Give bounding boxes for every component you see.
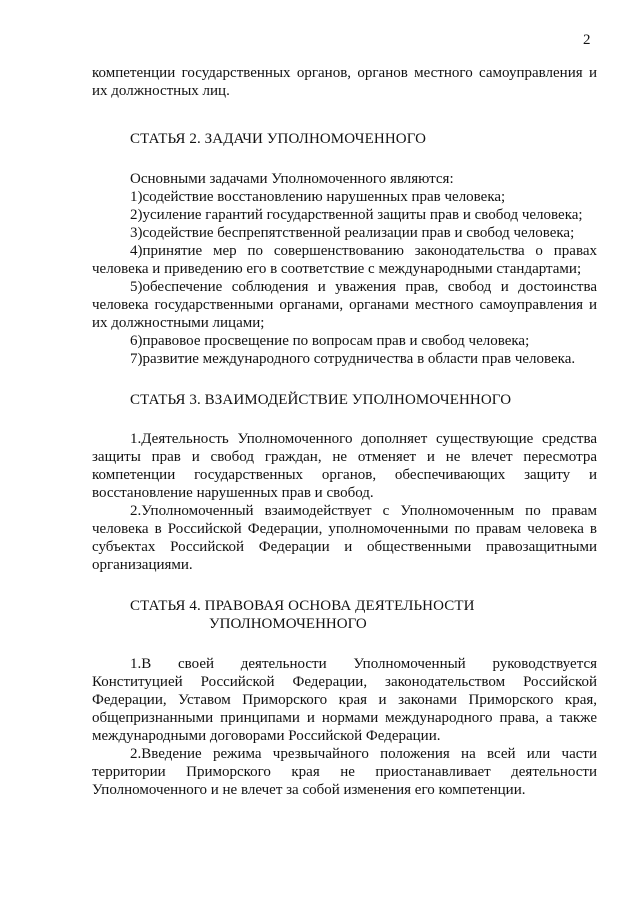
article-2-item-4: 4)принятие мер по совершенствованию законодательства о правах человека и приведению его в соответствие с международными стандартами; xyxy=(92,243,597,277)
article-4-paragraph-2: 2.Введение режима чрезвычайного положения на всей или части территории Приморского края не приостанавливает деятельности Уполномоченного и не влечет за собой изменения его компетенции. xyxy=(92,746,597,798)
article-2-item-7: 7)развитие международного сотрудничества в области прав человека. xyxy=(130,351,576,367)
article-2-item-6: 6)правовое просвещение по вопросам прав и свобод человека; xyxy=(130,333,530,349)
article-2-item-5: 5)обеспечение соблюдения и уважения прав, свобод и достоинства человека государственными органами, органами местного самоуправления и их должностными лицами; xyxy=(92,279,597,331)
article-3-title: СТАТЬЯ 3. ВЗАИМОДЕЙСТВИЕ УПОЛНОМОЧЕННОГО xyxy=(130,392,512,408)
article-2-item-2: 2)усиление гарантий государственной защиты прав и свобод человека; xyxy=(130,207,583,223)
article-4-title-line-1: СТАТЬЯ 4. ПРАВОВАЯ ОСНОВА ДЕЯТЕЛЬНОСТИ xyxy=(130,598,475,614)
page-number: 2 xyxy=(583,32,591,48)
article-2-item-3: 3)содействие беспрепятственной реализации прав и свобод человека; xyxy=(130,225,575,241)
article-3-paragraph-2: 2.Уполномоченный взаимодействует с Уполномоченным по правам человека в Российской Федерации, уполномоченными по правам человека в субъектах Российской Федерации и общественными правозащитными организациями. xyxy=(92,503,597,573)
article-4-paragraph-1: 1.В своей деятельности Уполномоченный руководствуется Конституцией Российской Федерации, законодательством Российской Федерации, Уставом Приморского края и законами Приморского края, общепризнанными принципами и нормами международного права, а также международными договорами Российской Федерации. xyxy=(92,656,597,744)
intro-continuation: компетенции государственных органов, органов местного самоуправления и их должностных лиц. xyxy=(92,65,597,99)
article-4-title-line-2: УПОЛНОМОЧЕННОГО xyxy=(209,616,367,632)
document-body xyxy=(92,64,597,799)
article-2-lead: Основными задачами Уполномоченного являются: xyxy=(130,171,454,187)
article-3-paragraph-1: 1.Деятельность Уполномоченного дополняет существующие средства защиты прав и свобод граждан, не отменяет и не влечет пересмотра компетенции государственных органов, обеспечивающих защиту и восстановление нарушенных прав и свобод. xyxy=(92,431,597,501)
article-2-title: СТАТЬЯ 2. ЗАДАЧИ УПОЛНОМОЧЕННОГО xyxy=(130,131,427,147)
article-2-item-1: 1)содействие восстановлению нарушенных прав человека; xyxy=(130,189,506,205)
